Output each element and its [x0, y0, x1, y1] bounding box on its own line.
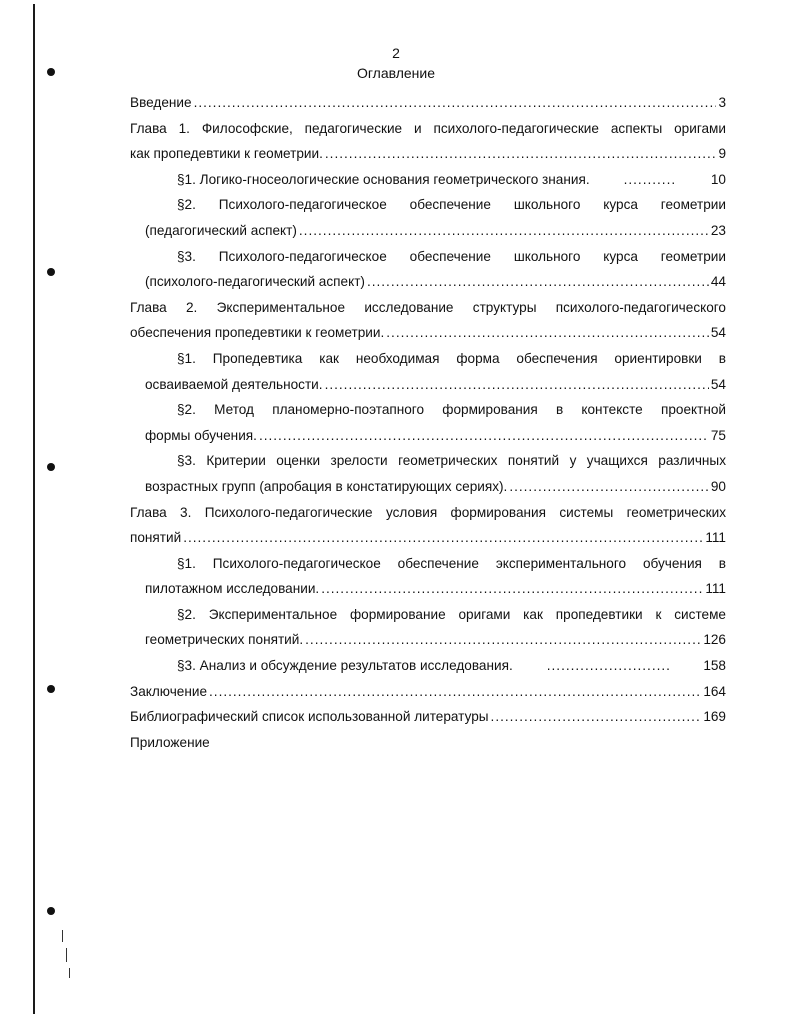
scan-speck	[62, 930, 63, 942]
toc-entry-appendix	[130, 730, 726, 756]
dot-leader	[592, 167, 677, 193]
toc-entry-label: §1. Психолого-педагогическое обеспечение экспериментального обучения в	[177, 555, 726, 571]
toc-entry-bibliography	[130, 704, 726, 730]
toc-page-number: 75	[710, 427, 726, 443]
dot-leader	[367, 269, 709, 295]
toc-entry-chapter-3-section-1	[130, 551, 726, 602]
dot-leader	[259, 423, 709, 449]
toc-entry-label: §2. Психолого-педагогическое обеспечение школьного курса геометрии	[177, 197, 726, 213]
toc-entry-label: пилотажном исследовании.	[145, 581, 320, 597]
toc-page-number: 54	[710, 376, 726, 392]
toc-entry-label: Глава 2. Экспериментальное исследование структуры психолого-педагогического	[130, 299, 726, 315]
dot-leader	[491, 704, 702, 730]
scan-margin-line	[33, 4, 35, 1014]
toc-page-number: 10	[710, 171, 726, 187]
page-number: 2	[392, 45, 400, 61]
dot-leader	[509, 474, 709, 500]
toc-entry-label: §1. Пропедевтика как необходимая форма обеспечения ориентировки в	[177, 350, 726, 366]
toc-entry-label: (психолого-педагогический аспект)	[145, 274, 365, 290]
toc-entry-chapter-1-section-1	[130, 167, 726, 193]
dot-leader	[209, 679, 701, 705]
toc-entry-label: §1. Логико-гносеологические основания геометрического знания.	[177, 171, 590, 187]
toc-entry-conclusion	[130, 679, 726, 705]
scan-speck	[69, 968, 70, 978]
toc-entry-chapter-1-section-3	[130, 244, 726, 295]
toc-entry-chapter-3	[130, 500, 726, 551]
toc-page-number: 164	[703, 683, 726, 699]
toc-entry-label: геометрических понятий.	[145, 632, 304, 648]
toc-entry-label: Заключение	[130, 683, 208, 699]
toc-entry-introduction	[130, 90, 726, 116]
dot-leader	[325, 141, 717, 167]
dot-leader	[386, 320, 709, 346]
toc-page-number: 111	[705, 581, 726, 597]
toc-entry-chapter-1	[130, 116, 726, 167]
toc-entry-label: §3. Критерии оценки зрелости геометрических понятий у учащихся различных	[177, 453, 726, 469]
toc-entry-chapter-1-section-2	[130, 192, 726, 243]
toc-page-number: 90	[710, 478, 726, 494]
toc-page-number: 158	[703, 658, 726, 674]
dot-leader	[321, 576, 703, 602]
scan-speck	[66, 948, 67, 962]
toc-entry-label: Введение	[130, 95, 192, 110]
page-title: Оглавление	[356, 65, 436, 81]
toc-entry-label: осваиваемой деятельности.	[145, 376, 323, 392]
dot-leader	[194, 90, 717, 116]
toc-entry-chapter-2-section-3	[130, 448, 726, 499]
toc-page-number: 126	[703, 632, 726, 648]
binding-hole	[47, 685, 55, 693]
dot-leader	[515, 653, 670, 679]
toc-entry-label: §2. Экспериментальное формирование оригами как пропедевтики к системе	[177, 606, 726, 622]
dot-leader	[299, 218, 709, 244]
toc-entry-chapter-2-section-2	[130, 397, 726, 448]
toc-page-number: 3	[718, 95, 726, 110]
toc-entry-label: как пропедевтики к геометрии.	[130, 146, 323, 162]
toc-page-number: 9	[718, 146, 726, 162]
dot-leader	[325, 372, 709, 398]
toc-entry-label: (педагогический аспект)	[145, 222, 297, 238]
toc-page-number: 169	[703, 709, 726, 725]
binding-hole	[47, 907, 55, 915]
dot-leader	[305, 627, 701, 653]
binding-hole	[47, 268, 55, 276]
toc-page-number: 111	[705, 530, 726, 546]
toc-page-number: 44	[710, 274, 726, 290]
toc-entry-chapter-2	[130, 295, 726, 346]
dot-leader	[183, 525, 703, 551]
toc-entry-label: Глава 1. Философские, педагогические и психолого-педагогические аспекты оригами	[130, 120, 726, 136]
toc-entry-label: Библиографический список использованной литературы	[130, 709, 489, 725]
toc-page-number: 23	[710, 222, 726, 238]
binding-hole	[47, 463, 55, 471]
toc-entry-label: Глава 3. Психолого-педагогические условия формирования системы геометрических	[130, 504, 726, 520]
toc-entry-label: понятий	[130, 530, 182, 546]
toc-entry-label: формы обучения.	[145, 427, 257, 443]
toc-entry-label: §3. Психолого-педагогическое обеспечение школьного курса геометрии	[177, 248, 726, 264]
table-of-contents	[130, 90, 726, 755]
toc-entry-label: Приложение	[130, 734, 210, 750]
toc-page-number: 54	[710, 325, 726, 341]
toc-entry-chapter-3-section-3	[130, 653, 726, 679]
toc-entry-label: возрастных групп (апробация в констатирующих сериях).	[145, 478, 508, 494]
toc-entry-label: §2. Метод планомерно-поэтапного формирования в контексте проектной	[177, 402, 726, 418]
toc-entry-label: §3. Анализ и обсуждение результатов исследования.	[177, 658, 513, 674]
toc-entry-label: обеспечения пропедевтики к геометрии.	[130, 325, 385, 341]
toc-entry-chapter-2-section-1	[130, 346, 726, 397]
toc-entry-chapter-3-section-2	[130, 602, 726, 653]
